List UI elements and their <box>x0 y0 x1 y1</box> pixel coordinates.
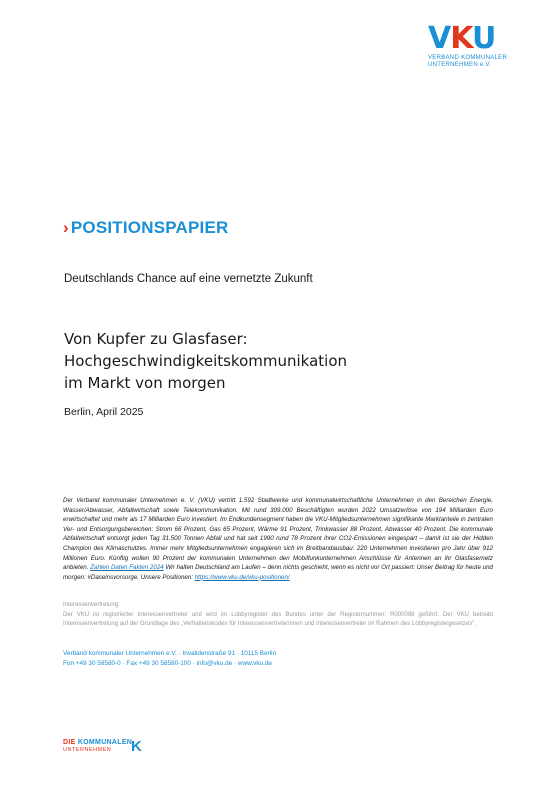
contact-address <box>63 649 276 669</box>
organization-description <box>63 496 493 582</box>
kommunalen-unternehmen-logo <box>63 738 142 755</box>
logo-letter-u: U <box>471 21 496 56</box>
contact-line: Fon +49 30 58580-0 · Fax +49 30 58580-100 · info@vku.de · www.vku.de <box>63 660 272 667</box>
title-line-3: im Markt von morgen <box>64 374 226 392</box>
logo-subtitle-line1: VERBAND KOMMUNALER <box>428 55 508 61</box>
logo-letter-k: K <box>450 21 472 56</box>
footer-logo-kommunalen: KOMMUNALEN <box>77 739 133 746</box>
logo-subtitle-line2: UNTERNEHMEN e.V. <box>428 62 492 68</box>
description-text: Der Verband kommunaler Unternehmen e. V. (VKU) vertritt 1.592 Stadtwerke und kommunalwirtschaftliche Unternehmen in den Bereichen Energie, Wasser/Abwasser, Abfallwirtschaft sowie Telekommunikation. Mit rund 309.000 Beschäftigten wurden 2022 Umsatzerlöse von 194 Milliarden Euro erwirtschaftet und mehr als 17 Milliarden Euro investiert. Im Endkundensegment haben die VKU-Mitgliedsunternehmen signifikante Marktanteile in zentralen Ver- und Entsorgungsbereichen: Strom 66 Prozent, Gas 65 Prozent, Wärme 91 Prozent, Trinkwasser 88 Prozent, Abwasser 40 Prozent. Die kommunale Abfallwirtschaft entsorgt jeden Tag 31.500 Tonnen Abfall und hat seit 1990 rund 78 Prozent ihrer CO2-Emissionen eingespart – damit ist sie der Hidden Champion des Klimaschutzes. Immer mehr Mitgliedsunternehmen engagieren sich im Breitbandausbau: 220 Unternehmen investieren pro Jahr über 912 Millionen Euro. Künftig wollen 90 Prozent der kommunalen Unternehmen den Mobilfunkunternehmen Anschlüsse für Antennen an ihr Glasfasernetz anbieten. <box>63 497 493 572</box>
chevron-right-icon: › <box>63 218 69 237</box>
title-line-1: Von Kupfer zu Glasfaser: <box>64 330 248 348</box>
facts-link[interactable]: Zahlen Daten Fakten 2024 <box>90 564 164 572</box>
footer-logo-mark: K <box>131 738 142 755</box>
lobby-register-label: Interessenvertretung: <box>63 602 120 608</box>
positions-link[interactable]: https://www.vku.de/vku-positionen/ <box>194 573 290 581</box>
document-type-label: POSITIONSPAPIER <box>70 218 229 237</box>
vku-logo <box>428 21 518 69</box>
logo-letter-v: V <box>428 21 451 56</box>
description-text-2: Wir halten Deutschland am Laufen – denn nichts geschieht, wenn es nicht vor Ort passiert: Unser Beitrag für heute und morgen: #Daseinsvorsorge. Unsere Positionen: <box>63 564 493 581</box>
document-type-heading <box>63 218 228 238</box>
address-line: Verband kommunaler Unternehmen e.V. · Invalidenstraße 91 · 10115 Berlin <box>63 650 277 657</box>
footer-logo-sub: UNTERNEHMEN <box>63 747 112 753</box>
footer-logo-top <box>63 739 132 747</box>
dateline: Berlin, April 2025 <box>64 406 144 418</box>
document-title <box>64 328 347 394</box>
document-subtitle: Deutschlands Chance auf eine vernetzte Zukunft <box>64 273 313 285</box>
lobby-register-text: Der VKU ist registrierter Interessenvertreter und wird im Lobbyregister des Bundes unter der Registernummer: R000098 geführt. Der VKU betreibt Interessenvertretung auf der Grundlage des „Verhaltenskodex für Interessenvertreterinnen und Interessenvertreter im Rahmen des Lobbyregistergesetzes“. <box>63 612 493 627</box>
title-line-2: Hochgeschwindigkeitskommunikation <box>64 352 348 370</box>
vku-logo-mark <box>428 21 518 56</box>
footer-logo-die: DIE <box>63 739 78 746</box>
